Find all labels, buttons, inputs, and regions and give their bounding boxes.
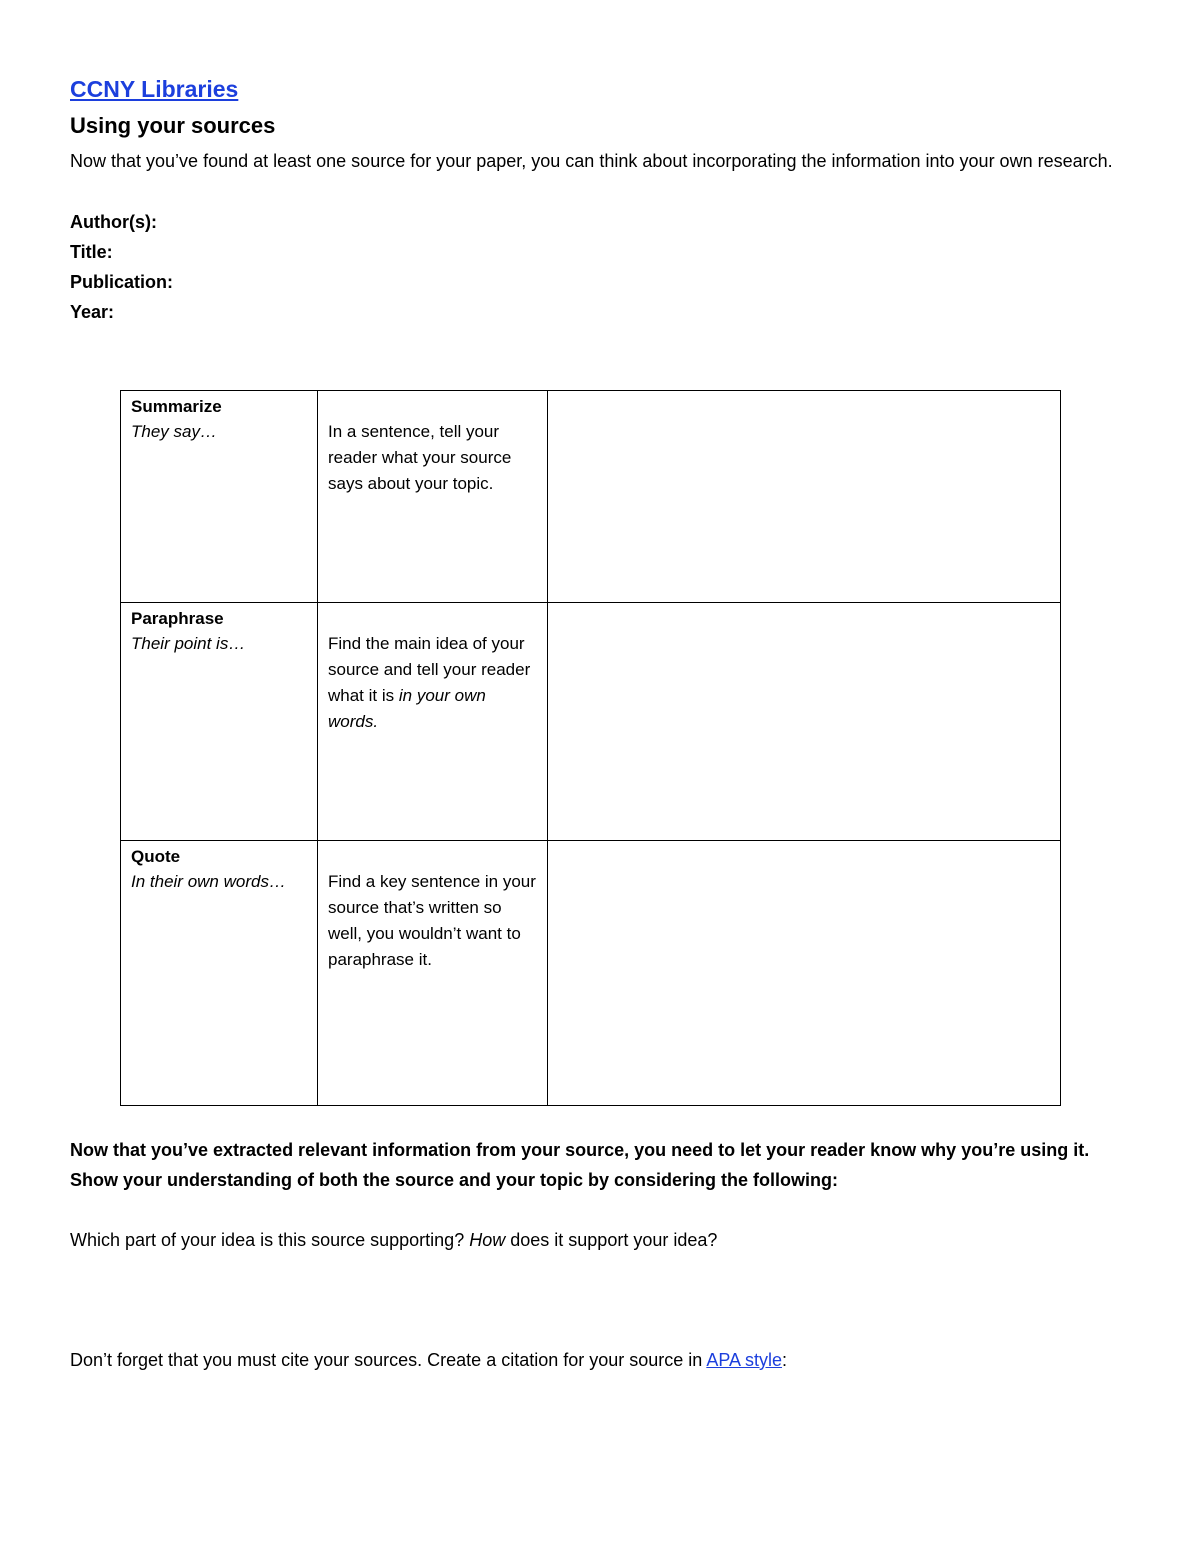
cite-text: Don’t forget that you must cite your sources. Create a citation for your source in xyxy=(70,1350,703,1370)
source-use-table xyxy=(120,390,1061,1106)
row-subtitle: In their own words… xyxy=(131,872,286,891)
table-row-summarize xyxy=(121,391,1061,603)
row-instruction: Find a key sentence in your source that’s written so well, you wouldn’t want to paraphrase it. xyxy=(328,872,536,969)
table-row-quote xyxy=(121,841,1061,1106)
citation-reminder xyxy=(70,1345,1140,1375)
summarize-answer-cell[interactable] xyxy=(548,391,1061,603)
year-label: Year: xyxy=(70,302,115,322)
row-title: Paraphrase xyxy=(131,609,224,628)
row-subtitle: They say… xyxy=(131,422,217,441)
row-instruction-italic: in your own words. xyxy=(328,686,486,731)
row-instruction-cell xyxy=(318,603,548,841)
reflection-question xyxy=(70,1225,1140,1255)
question-end: does it support your idea? xyxy=(510,1230,718,1250)
row-instruction-cell xyxy=(318,841,548,1106)
apa-style-link[interactable]: APA style xyxy=(706,1350,783,1370)
author-label: Author(s): xyxy=(70,212,157,232)
quote-answer-cell[interactable] xyxy=(548,841,1061,1106)
row-label-cell xyxy=(121,391,318,603)
ccny-libraries-link[interactable]: CCNY Libraries xyxy=(70,76,239,102)
reflection-section xyxy=(70,1135,1140,1375)
row-instruction: In a sentence, tell your reader what your source says about your topic. xyxy=(328,422,512,493)
row-label-cell xyxy=(121,841,318,1106)
table-row-paraphrase xyxy=(121,603,1061,841)
paraphrase-answer-cell[interactable] xyxy=(548,603,1061,841)
title-label: Title: xyxy=(70,242,113,262)
row-instruction-cell xyxy=(318,391,548,603)
row-title: Quote xyxy=(131,847,181,866)
row-subtitle: Their point is… xyxy=(131,634,246,653)
row-instruction: Find the main idea of your source and tell your reader what it is xyxy=(328,634,531,705)
publication-label: Publication: xyxy=(70,272,173,292)
question-start: Which part of your idea is this source supporting? xyxy=(70,1230,465,1250)
question-italic: How xyxy=(469,1230,506,1250)
row-label-cell xyxy=(121,603,318,841)
worksheet-header xyxy=(70,72,1140,327)
source-fields xyxy=(70,207,1140,327)
row-title: Summarize xyxy=(131,397,222,416)
reflection-instructions: Now that you’ve extracted relevant information from your source, you need to let your reader know why you’re using it. Show your understanding of both the source and your topic by considering the following: xyxy=(70,1140,1090,1190)
cite-end: : xyxy=(782,1350,788,1370)
page-title: Using your sources xyxy=(70,113,276,138)
intro-paragraph: Now that you’ve found at least one source for your paper, you can think about incorporating the information into your own research. xyxy=(70,151,1113,171)
